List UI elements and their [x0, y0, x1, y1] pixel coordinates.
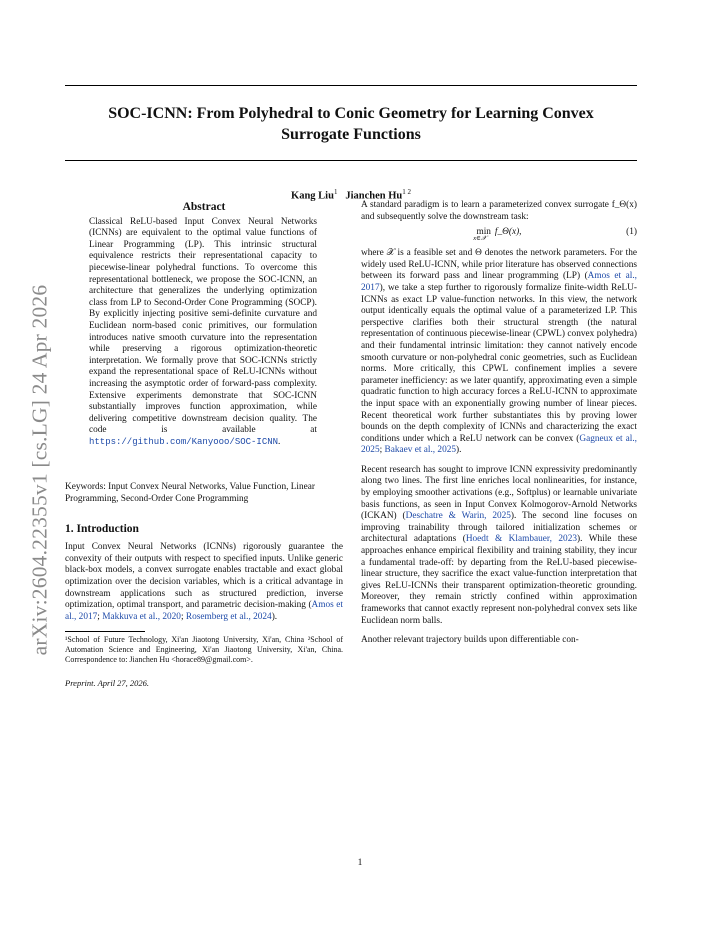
citation-link[interactable]: Bakaev et al., 2025 — [384, 445, 457, 456]
citation-separator: ; — [97, 611, 103, 622]
paper-title — [65, 103, 637, 145]
right-p2-end: ). — [456, 445, 462, 456]
left-column — [65, 200, 343, 689]
abstract-heading: Abstract — [182, 201, 226, 213]
intro-p1-text: Input Convex Neural Networks (ICNNs) rigorously guarantee the convexity of their outputs with respect to specified inputs. Unlike generic black-box models, a convex surrogate enables tractable and exact global optimization over the decision variables, which is a critical advantage in downstream applications such as structured prediction, inverse optimization, optimal transport, and parametric decision-making ( — [65, 542, 343, 611]
right-paragraph-2 — [361, 248, 637, 457]
equation-formula — [361, 227, 637, 245]
arxiv-stamp — [16, 260, 64, 680]
code-link[interactable]: https://github.com/Kanyooo/SOC-ICNN — [89, 436, 279, 447]
citation-link[interactable]: Rosemberg et al., 2024 — [185, 611, 272, 622]
preprint-notice: Preprint. April 27, 2026. — [65, 677, 150, 688]
citation-link[interactable]: Amos et al., 2017 — [361, 271, 637, 293]
right-p2-text-b: ), we take a step further to rigorously formalize finite-width ReLU-ICNNs as exact LP value-function networks. In this view, the network output identically equals the optimal value of a parameterized LP. This perspective clarifies both their structural strength (the natural representation of continuous piecewise-linear (CPWL) convex polyhedra) and their fundamental intrinsic limitation: they cannot natively encode smooth curvature or non-polyhedral conic geometries, such as Euclidean norms. More critically, this CPWL confinement implies a severe parameter inefficiency: as we later quantify, approximating even a simple quadratic function to high accuracy forces a ReLU-ICNN to approximate the input space with an exponentially growing number of linear pieces. Recent theoretical work further substantiates this by proving lower bounds on the depth complexity of ICNNs and characterizing the exact conditions under which a ReLU network can be convex ( — [361, 282, 637, 444]
equation-min: min — [476, 227, 491, 238]
title-rule-top — [65, 85, 637, 86]
abstract-end: . — [278, 436, 281, 447]
equation-subscript: x∈𝒳 — [473, 235, 487, 243]
right-paragraph-3 — [361, 465, 637, 627]
equation-number: (1) — [626, 227, 637, 238]
equation-1 — [361, 226, 637, 244]
right-p3-text-a: Recent research has sought to improve ICNN expressivity predominantly along two lines. The first line enriches local nonlinearities, for instance, by employing smoother activations (e.g., Softplus) or learnable univariate basis functions, as seen in Input Convex Kolmogorov-Arnold Networks (ICKAN) ( — [361, 464, 637, 522]
citation-link[interactable]: Deschatre & Warin, 2025 — [405, 511, 511, 522]
citation-link[interactable]: Hoedt & Klambauer, 2023 — [465, 534, 577, 545]
right-paragraph-1: A standard paradigm is to learn a parameterized convex surrogate f_Θ(x) and subsequently solve the downstream task: — [361, 200, 637, 222]
citation-link[interactable]: Gagneux et al., 2025 — [361, 433, 637, 456]
intro-paragraph-1 — [65, 542, 343, 623]
equation-body: f_Θ(x), — [494, 227, 522, 238]
right-p2-text-a: where 𝒳 is a feasible set and Θ denotes the network parameters. For the widely used ReLU-ICNN, while prior literature has observed connections between its forward pass and linear programming (LP) ( — [361, 248, 637, 282]
section-heading-introduction: 1. Introduction — [65, 522, 139, 535]
keywords: Keywords: Input Convex Neural Networks, Value Function, Linear Programming, Second-Order Cone Programming — [65, 482, 316, 505]
right-paragraph-4: Another relevant trajectory builds upon differentiable con- — [361, 635, 579, 646]
right-p3-text-b: ). The second line focuses on improving trainability through tailored initialization schemes or architectural adaptations ( — [361, 511, 637, 545]
citation-separator: ; — [180, 611, 186, 622]
citation-link[interactable]: Makkuva et al., 2020 — [102, 611, 181, 622]
author-1-affiliation: 1 — [333, 188, 338, 196]
page-number: 1 — [357, 858, 363, 868]
citation-link[interactable]: Amos et al., 2017 — [65, 600, 344, 622]
citation-separator: ; — [379, 445, 385, 456]
author-2-name: Jianchen Hu — [345, 190, 403, 202]
paper-title-line1: SOC-ICNN: From Polyhedral to Conic Geometry for Learning Convex — [108, 105, 594, 122]
right-column — [361, 200, 637, 655]
arxiv-stamp-text: arXiv:2604.22355v1 [cs.LG] 24 Apr 2026 — [27, 284, 52, 656]
author-2-affiliation: 1 2 — [402, 188, 411, 196]
abstract-body — [89, 217, 317, 449]
footnote-rule — [65, 631, 145, 632]
title-rule-bottom — [65, 160, 637, 161]
footnote: ¹School of Future Technology, Xi'an Jiaotong University, Xi'an, China ²School of Automation Science and Engineering, Xi'an Jiaotong University, Xi'an, China. Correspondence to: Jianchen Hu <horace89@gmail.com>. — [65, 635, 343, 664]
author-1-name: Kang Liu — [291, 190, 334, 202]
right-p3-text-c: ). While these approaches enhance empirical flexibility and training stability, they incur a fundamental trade-off: by departing from the ReLU-based piecewise-linear structure, they sacrifice the exact value-function interpretation that gives ReLU-ICNNs their transparent optimization-theoretic grounding. Moreover, they remain strictly confined within approximation frameworks that cannot exactly represent non-polyhedral convex sets like Euclidean norm balls. — [361, 534, 637, 626]
abstract-text: Classical ReLU-based Input Convex Neural Networks (ICNNs) are equivalent to the optimal value functions of Linear Programming (LP). This intrinsic structural equivalence restricts their representational capacity to piecewise-linear polyhedral functions. To overcome this representational bottleneck, we propose the SOC-ICNN, an architecture that generalizes the underlying optimization class from LP to Second-Order Cone Programming (SOCP). By explicitly injecting positive semi-definite curvature and Euclidean norm-based conic primitives, our formulation introduces native smooth curvature into the representation while preserving a rigorous optimization-theoretic interpretation. We formally prove that SOC-ICNNs strictly expand the representational space of ReLU-ICNNs without increasing the asymptotic order of forward-pass complexity. Extensive experiments demonstrate that SOC-ICNN substantially improves function approximation, while delivering competitive downstream decision quality. The code is available at — [89, 216, 317, 436]
intro-p1-end: ). — [271, 611, 278, 622]
paper-title-line2: Surrogate Functions — [281, 126, 421, 143]
